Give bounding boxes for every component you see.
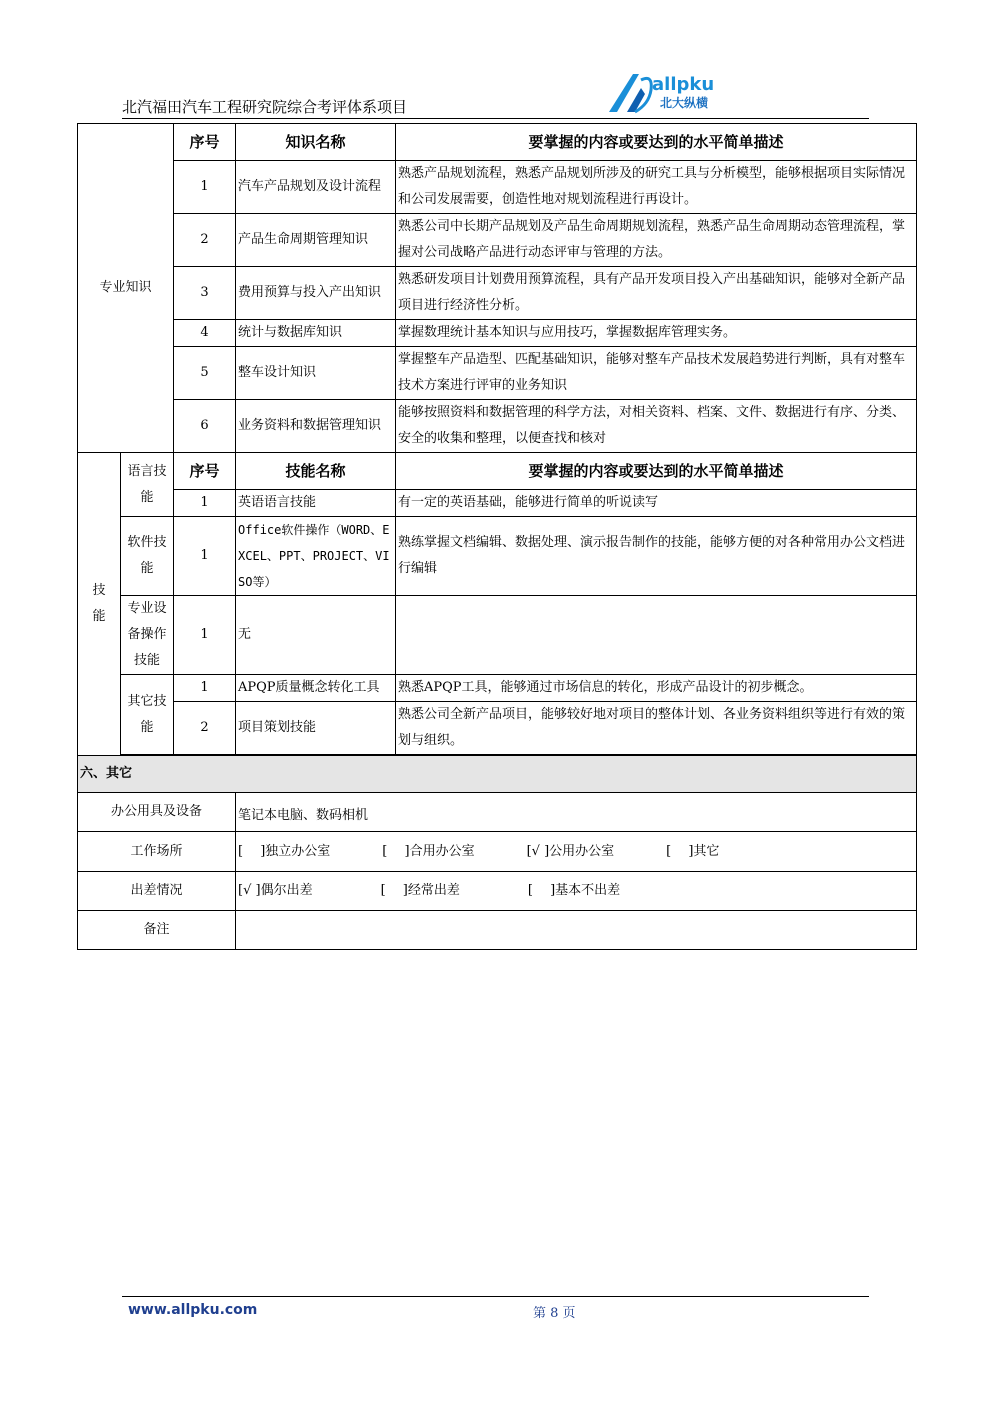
footer-divider: [122, 1296, 869, 1297]
skills-category: 技能: [78, 453, 121, 756]
section-title: 六、其它: [78, 756, 917, 793]
table-row: [78, 214, 917, 267]
table-row: [78, 320, 917, 347]
knowledge-name: 费用预算与投入产出知识: [236, 267, 396, 320]
logo-text-en: allpku: [652, 74, 715, 95]
header-title: 北汽福田汽车工程研究院综合考评体系项目: [122, 98, 408, 116]
knowledge-no: 2: [174, 214, 236, 267]
travel-option-none[interactable]: [ ]基本不出差: [527, 883, 621, 898]
job-requirements-table: [77, 123, 917, 950]
remark-value[interactable]: [236, 911, 917, 950]
table-row: [78, 161, 917, 214]
table-row: [78, 267, 917, 320]
table-row: [78, 675, 917, 702]
skill-no: 2: [174, 702, 236, 755]
knowledge-header-no: 序号: [174, 124, 236, 161]
footer-url[interactable]: www.allpku.com: [128, 1302, 258, 1318]
workplace-option-shared[interactable]: [ ]合用办公室: [382, 843, 475, 859]
table-row: [78, 702, 917, 755]
workplace-option-other[interactable]: [ ]其它: [666, 843, 720, 859]
skill-name: Office软件操作（WORD、EXCEL、PPT、PROJECT、VISO等）: [236, 517, 396, 596]
skill-name: 无: [236, 596, 396, 675]
logo-text-cn: 北大纵横: [660, 96, 709, 110]
travel-option-occasional[interactable]: [√ ]偶尔出差: [238, 883, 313, 898]
office-equipment-label: 办公用具及设备: [78, 793, 236, 832]
knowledge-no: 1: [174, 161, 236, 214]
knowledge-desc: 熟悉研发项目计划费用预算流程，具有产品开发项目投入产出基础知识，能够对全新产品项目进行经济性分析。: [396, 267, 917, 320]
knowledge-no: 4: [174, 320, 236, 347]
office-equipment-value: 笔记本电脑、数码相机: [236, 793, 917, 832]
skills-header-no: 序号: [174, 453, 236, 490]
knowledge-name: 统计与数据库知识: [236, 320, 396, 347]
skill-no: 1: [174, 675, 236, 702]
knowledge-name: 整车设计知识: [236, 347, 396, 400]
knowledge-desc: 能够按照资料和数据管理的科学方法，对相关资料、档案、文件、数据进行有序、分类、安全的收集和整理，以便查找和核对: [396, 400, 917, 453]
other-skill-label: 其它技能: [121, 675, 174, 755]
knowledge-name: 业务资料和数据管理知识: [236, 400, 396, 453]
skill-desc: [396, 596, 917, 675]
travel-options: [236, 872, 917, 911]
workplace-option-public[interactable]: [√ ]公用办公室: [526, 843, 615, 859]
knowledge-name: 汽车产品规划及设计流程: [236, 161, 396, 214]
knowledge-no: 5: [174, 347, 236, 400]
knowledge-header-name: 知识名称: [236, 124, 396, 161]
page-number: 第 8 页: [533, 1306, 576, 1321]
knowledge-category: 专业知识: [78, 124, 174, 453]
workplace-options: [236, 832, 917, 872]
language-skill-label: 语言技能: [121, 453, 174, 517]
skill-no: 1: [174, 490, 236, 517]
knowledge-no: 3: [174, 267, 236, 320]
knowledge-desc: 掌握数理统计基本知识与应用技巧，掌握数据库管理实务。: [396, 320, 917, 347]
table-row: [78, 517, 917, 596]
travel-option-frequent[interactable]: [ ]经常出差: [380, 883, 460, 898]
knowledge-desc: 掌握整车产品造型、匹配基础知识，能够对整车产品技术发展趋势进行判断，具有对整车技术方案进行评审的业务知识: [396, 347, 917, 400]
table-row: [78, 347, 917, 400]
table-row: [78, 490, 917, 517]
knowledge-desc: 熟悉产品规划流程，熟悉产品规划所涉及的研究工具与分析模型，能够根据项目实际情况和公司发展需要，创造性地对规划流程进行再设计。: [396, 161, 917, 214]
knowledge-name: 产品生命周期管理知识: [236, 214, 396, 267]
skills-header-desc: 要掌握的内容或要达到的水平简单描述: [396, 453, 917, 490]
software-skill-label: 软件技能: [121, 517, 174, 596]
travel-label: 出差情况: [78, 872, 236, 911]
skills-header-name: 技能名称: [236, 453, 396, 490]
skill-desc: 有一定的英语基础，能够进行简单的听说读写: [396, 490, 917, 517]
workplace-option-private[interactable]: [ ]独立办公室: [238, 843, 331, 859]
table-row: [78, 400, 917, 453]
skill-name: 项目策划技能: [236, 702, 396, 755]
remark-label: 备注: [78, 911, 236, 950]
header-divider: [122, 118, 869, 119]
equipment-skill-label: 专业设备操作技能: [121, 596, 174, 675]
skill-desc: 熟悉APQP工具，能够通过市场信息的转化，形成产品设计的初步概念。: [396, 675, 917, 702]
skill-name: 英语语言技能: [236, 490, 396, 517]
skill-desc: 熟练掌握文档编辑、数据处理、演示报告制作的技能，能够方便的对各种常用办公文档进行编辑: [396, 517, 917, 596]
table-row: [78, 596, 917, 675]
knowledge-no: 6: [174, 400, 236, 453]
skill-name: APQP质量概念转化工具: [236, 675, 396, 702]
skill-no: 1: [174, 596, 236, 675]
knowledge-header-desc: 要掌握的内容或要达到的水平简单描述: [396, 124, 917, 161]
workplace-label: 工作场所: [78, 832, 236, 872]
skill-desc: 熟悉公司全新产品项目，能够较好地对项目的整体计划、各业务资料组织等进行有效的策划与组织。: [396, 702, 917, 755]
knowledge-desc: 熟悉公司中长期产品规划及产品生命周期规划流程，熟悉产品生命周期动态管理流程，掌握对公司战略产品进行动态评审与管理的方法。: [396, 214, 917, 267]
skill-no: 1: [174, 517, 236, 596]
